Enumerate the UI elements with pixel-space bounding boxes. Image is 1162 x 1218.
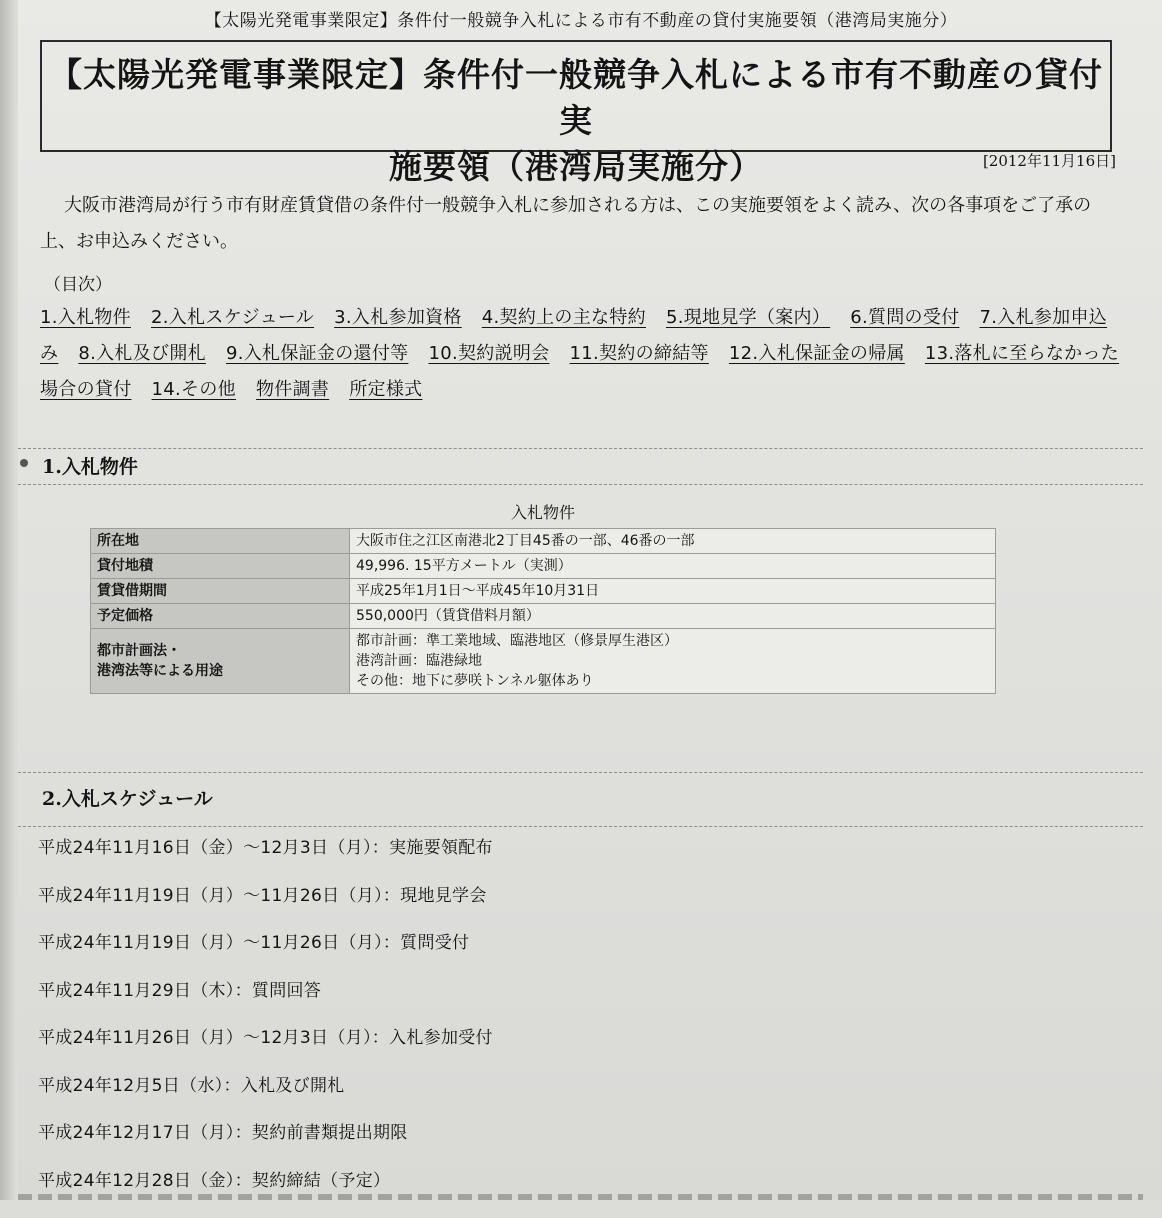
table-caption: 入札物件: [90, 500, 996, 523]
bullet-icon: [20, 459, 28, 467]
table-row: [91, 579, 996, 604]
intro-paragraph: 大阪市港湾局が行う市有財産賃貸借の条件付一般競争入札に参加される方は、この実施要領をよく読み、次の各事項をご了承の上、お申込みください。: [40, 188, 1120, 260]
row-value-use: [350, 629, 996, 694]
section-divider: [18, 772, 1143, 773]
row-value: 大阪市住之江区南港北2丁目45番の一部、46番の一部: [350, 529, 996, 554]
section-heading-1: [42, 452, 138, 479]
table-row: [91, 604, 996, 629]
toc-link-14[interactable]: 14.その他: [152, 379, 236, 400]
document-date: [2012年11月16日]: [983, 150, 1116, 171]
section-divider: [18, 448, 1143, 449]
use-value-line-1: 都市計画：準工業地域、臨港地区（修景厚生港区）: [356, 631, 989, 651]
toc-link-9[interactable]: 9.入札保証金の還付等: [226, 343, 408, 364]
row-label: 予定価格: [91, 604, 350, 629]
title-box: [40, 40, 1112, 152]
toc-link-forms[interactable]: 所定様式: [349, 379, 422, 400]
section-heading-1-text: 1.入札物件: [42, 456, 138, 478]
toc-link-5[interactable]: 5.現地見学（案内）: [666, 307, 830, 328]
toc-link-13[interactable]: 13.落札に至らなかった場合の貸付: [40, 343, 1119, 400]
toc-link-3[interactable]: 3.入札参加資格: [334, 307, 462, 328]
toc-link-4[interactable]: 4.契約上の主な特約: [482, 307, 646, 328]
use-label-line-1: 都市計画法・: [97, 641, 343, 661]
running-header: 【太陽光発電事業限定】条件付一般競争入札による市有不動産の貸付実施要領（港湾局実施分）: [0, 6, 1162, 31]
schedule-item: 平成24年11月16日（金）～12月3日（月）：実施要領配布: [38, 838, 1038, 886]
toc-link-10[interactable]: 10.契約説明会: [428, 343, 549, 364]
section-divider: [18, 484, 1143, 485]
schedule-list: [38, 838, 1038, 1218]
cut-off-text-row: [18, 1194, 1143, 1200]
schedule-item: 平成24年12月5日（水）：入札及び開札: [38, 1076, 1038, 1124]
row-value: 550,000円（賃貸借料月額）: [350, 604, 996, 629]
toc-link-12[interactable]: 12.入札保証金の帰属: [729, 343, 905, 364]
toc-link-8[interactable]: 8.入札及び開札: [78, 343, 206, 364]
table-row: [91, 529, 996, 554]
schedule-item: 平成24年11月19日（月）～11月26日（月）：現地見学会: [38, 886, 1038, 934]
use-label-line-2: 港湾法等による用途: [97, 661, 343, 681]
toc-link-1[interactable]: 1.入札物件: [40, 307, 131, 328]
toc-links: [40, 300, 1120, 408]
toc-title: （目次）: [44, 270, 112, 295]
use-value-line-2: 港湾計画：臨港緑地: [356, 651, 989, 671]
property-table: [90, 528, 996, 694]
paper-edge-shadow: [0, 0, 18, 1200]
table-row: [91, 554, 996, 579]
row-label: 所在地: [91, 529, 350, 554]
row-value: 平成25年1月1日～平成45年10月31日: [350, 579, 996, 604]
toc-link-6[interactable]: 6.質問の受付: [850, 307, 959, 328]
row-value: 49,996. 15平方メートル（実測）: [350, 554, 996, 579]
use-value-line-3: その他：地下に夢咲トンネル躯体あり: [356, 671, 989, 691]
schedule-item: 平成24年12月17日（月）：契約前書類提出期限: [38, 1123, 1038, 1171]
toc-link-7[interactable]: 7.入札参加申込み: [40, 307, 1107, 364]
schedule-item: 平成24年11月19日（月）～11月26日（月）：質問受付: [38, 933, 1038, 981]
title-line-1: 【太陽光発電事業限定】条件付一般競争入札による市有不動産の貸付実: [42, 52, 1110, 144]
row-label: 賃貸借期間: [91, 579, 350, 604]
toc-link-property-report[interactable]: 物件調書: [256, 379, 329, 400]
section-heading-2: [42, 784, 213, 811]
section-divider: [18, 826, 1143, 827]
title-line-2: 施要領（港湾局実施分）: [42, 144, 1110, 190]
table-row-use: [91, 629, 996, 694]
toc-link-2[interactable]: 2.入札スケジュール: [151, 307, 314, 328]
section-heading-2-text: 2.入札スケジュール: [42, 788, 213, 810]
row-label-use: [91, 629, 350, 694]
schedule-item: 平成24年11月26日（月）～12月3日（月）：入札参加受付: [38, 1028, 1038, 1076]
toc-link-11[interactable]: 11.契約の締結等: [570, 343, 709, 364]
schedule-item: 平成24年12月28日（金）：契約締結（予定）: [38, 1171, 1038, 1218]
schedule-item: 平成24年11月29日（木）：質問回答: [38, 981, 1038, 1029]
row-label: 貸付地積: [91, 554, 350, 579]
